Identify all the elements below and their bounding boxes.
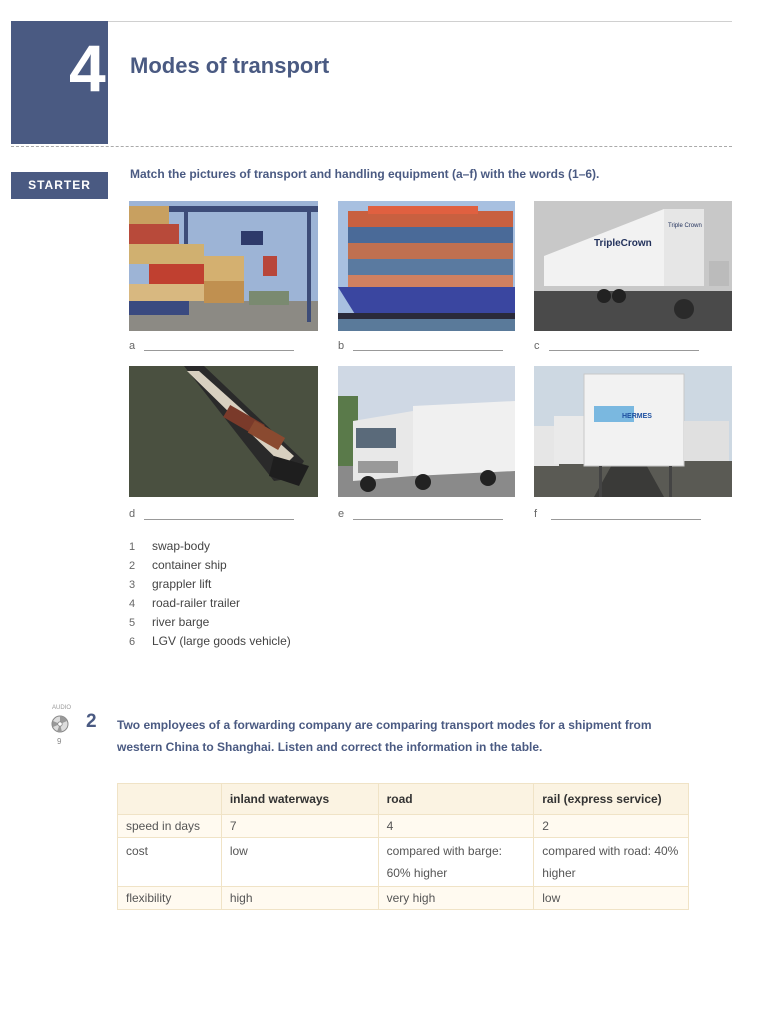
unit-number-block [11, 21, 108, 144]
table-cell: very high [378, 887, 534, 910]
answer-line-b [353, 350, 503, 351]
word-item: 2 container ship [129, 558, 227, 572]
photo-d-river-barge [129, 366, 318, 497]
word-item: 1 swap-body [129, 539, 211, 553]
word-item: 5 river barge [129, 615, 210, 629]
table-header-inland-waterways: inland waterways [221, 784, 378, 815]
triple-crown-logo: TripleCrown [594, 238, 652, 249]
table-row [118, 815, 689, 838]
label-d: d [129, 508, 136, 520]
audio-track-number: 9 [57, 737, 62, 746]
section-divider [11, 146, 732, 147]
audio-caption: AUDIO [52, 705, 72, 711]
table-cell: 7 [221, 815, 378, 838]
photo-a-grappler-lift [129, 201, 318, 331]
table-header-empty [118, 784, 222, 815]
table-cell: 2 [534, 815, 689, 838]
starter-tag: STARTER [11, 172, 108, 199]
table-cell: compared with road: 40% higher [534, 838, 689, 887]
label-f: f [534, 508, 538, 520]
table-cell: cost [118, 838, 222, 887]
table-header-rail: rail (express service) [534, 784, 689, 815]
table-row [118, 838, 689, 887]
top-rule [108, 21, 732, 22]
table-cell: low [221, 838, 378, 887]
label-e: e [338, 508, 345, 520]
starter-instruction: Match the pictures of transport and handling equipment (a–f) with the words (1–6). [130, 167, 600, 181]
table-cell: speed in days [118, 815, 222, 838]
answer-line-f [551, 519, 701, 520]
answer-line-a [144, 350, 294, 351]
triple-crown-small-logo: Triple Crown [668, 223, 702, 229]
word-item: 3 grappler lift [129, 577, 212, 591]
transport-comparison-table [117, 783, 689, 910]
table-header-road: road [378, 784, 534, 815]
photo-f-swap-body [534, 366, 732, 497]
table-header-row [118, 784, 689, 815]
photo-c-road-railer-trailer [534, 201, 732, 331]
word-item: 6 LGV (large goods vehicle) [129, 634, 291, 648]
label-a: a [129, 340, 136, 352]
table-cell: low [534, 887, 689, 910]
photo-e-lgv [338, 366, 515, 497]
photo-b-container-ship [338, 201, 515, 331]
table-cell: 4 [378, 815, 534, 838]
answer-line-c [549, 350, 699, 351]
hermes-logo: HERMES [622, 413, 652, 420]
table-cell: flexibility [118, 887, 222, 910]
table-cell: compared with barge: 60% higher [378, 838, 534, 887]
answer-line-d [144, 519, 294, 520]
word-item: 4 road-railer trailer [129, 596, 241, 610]
unit-title: Modes of transport [130, 53, 330, 78]
audio-cd-icon [51, 715, 69, 733]
word-list [129, 537, 291, 651]
exercise-instruction: Two employees of a forwarding company are comparing transport modes for a shipment from western China to Shanghai. Listen and correct the information in the table. [117, 718, 652, 754]
table-row [118, 887, 689, 910]
answer-line-e [353, 519, 503, 520]
label-c: c [534, 340, 540, 352]
exercise-number: 2 [86, 711, 97, 732]
unit-number: 4 [69, 31, 104, 105]
label-b: b [338, 340, 345, 352]
table-cell: high [221, 887, 378, 910]
